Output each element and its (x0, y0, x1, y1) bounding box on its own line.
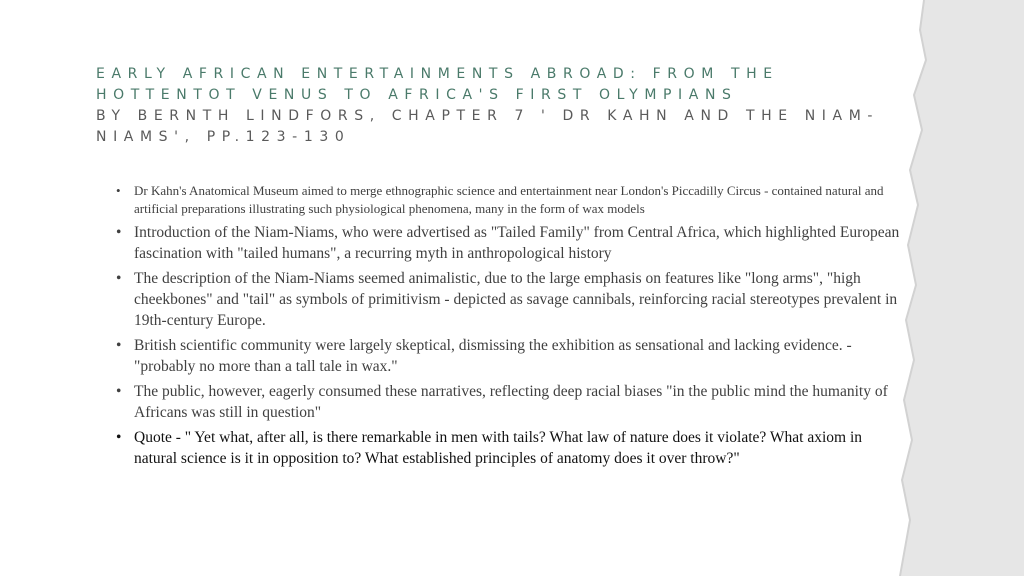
slide-title-block (96, 64, 916, 148)
bullet-item: • The public, however, eagerly consumed these narratives, reflecting deep racial biases "in the public mind the humanity of Africans was still in question" (112, 381, 902, 423)
slide-author-line: BY BERNTH LINDFORS, CHAPTER 7 ' DR KAHN AND THE NIAM-NIAMS', PP.123-130 (96, 108, 880, 145)
slide-title-line-2: HOTTENTOT VENUS TO AFRICA'S FIRST OLYMPIANS (96, 87, 738, 103)
quote-bullet: • Quote - " Yet what, after all, is there remarkable in men with tails? What law of nature does it violate? What axiom in natural science is it in opposition to? What established principles of anatomy does it over throw?" (112, 427, 902, 469)
slide-title-line-1: EARLY AFRICAN ENTERTAINMENTS ABROAD: FROM THE (96, 66, 779, 82)
bullet-list (112, 182, 902, 469)
bullet-item: • British scientific community were largely skeptical, dismissing the exhibition as sensational and lacking evidence. - "probably no more than a tall tale in wax." (112, 335, 902, 377)
bullet-item: • The description of the Niam-Niams seemed animalistic, due to the large emphasis on features like "long arms", "high cheekbones" and "tail" as symbols of primitivism - depicted as savage cannibals, reinforcing racial stereotypes prevalent in 19th-century Europe. (112, 268, 902, 331)
bullet-item: • Dr Kahn's Anatomical Museum aimed to merge ethnographic science and entertainment near London's Piccadilly Circus - contained natural and artificial preparations illustrating such physiological phenomena, many in the form of wax models (112, 182, 902, 218)
bullet-item: • Introduction of the Niam-Niams, who were advertised as "Tailed Family" from Central Africa, which highlighted European fascination with "tailed humans", a recurring myth in anthropological history (112, 222, 902, 264)
